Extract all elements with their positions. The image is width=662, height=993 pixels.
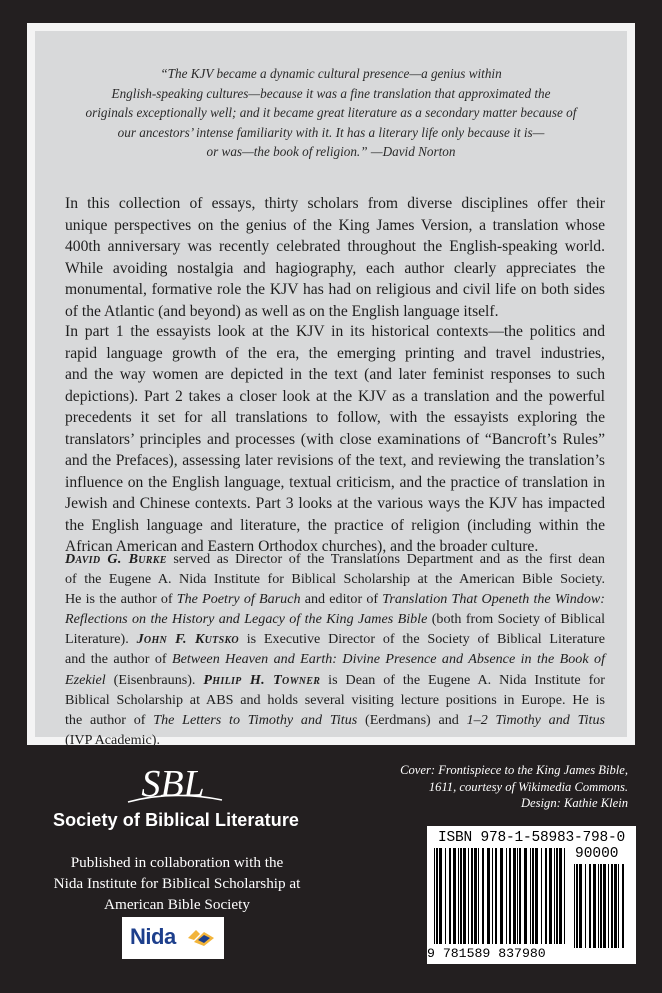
barcode-bar <box>468 848 469 944</box>
book-title: 1–2 Timothy and Titus <box>466 711 605 728</box>
bio-line <box>65 649 605 669</box>
text-line: the English language and literature, the practice of religion (including within the <box>65 516 605 534</box>
text-line: precedents it set for all translations to follow, with the essayists exploring the <box>65 409 605 426</box>
bio-line: (IVP Academic). <box>65 731 160 748</box>
barcode-bar <box>611 864 613 948</box>
text-line: depictions). Part 2 takes a closer look at the KJV as a translation and the powerful <box>65 387 605 405</box>
text-line: While avoiding nostalgia and hagiography, each author clearly appreciates the <box>65 259 605 277</box>
barcode-bar <box>585 864 586 948</box>
bio-text: He is the author of <box>65 591 177 608</box>
bio-text: (Eisenbrauns). <box>105 671 204 688</box>
bio-text: and the author of <box>65 651 172 668</box>
credit-line: 1611, courtesy of Wikimedia Commons. <box>428 779 628 794</box>
barcode-bar <box>436 848 438 944</box>
collaboration-note <box>36 852 318 915</box>
barcode-bar <box>445 848 446 944</box>
quote-line: originals exceptionally well; and it became great literature as a secondary matter because of <box>85 105 577 120</box>
barcode-bar <box>530 848 531 944</box>
bio-line <box>65 670 605 690</box>
barcode-bar <box>600 864 602 948</box>
barcode-bar <box>439 848 442 944</box>
barcode-bar <box>618 864 619 948</box>
bio-line <box>65 549 605 569</box>
book-title: Translation That Openeth the Window: <box>382 591 605 608</box>
collab-line: American Bible Society <box>104 896 250 913</box>
quote-line: English-speaking cultures—because it was a fine translation that approximated the <box>111 85 551 101</box>
barcode-bar <box>434 848 435 944</box>
back-cover-text-panel <box>35 31 627 748</box>
nida-logo <box>122 917 224 959</box>
bio-line <box>65 629 605 649</box>
editor-bios <box>65 549 605 750</box>
bio-line <box>65 609 605 629</box>
text-line: of the Atlantic (and beyond) as well as on the English language itself. <box>65 302 499 320</box>
barcode-bar <box>500 848 503 944</box>
bio-line <box>65 589 605 609</box>
barcode-bar <box>478 848 479 944</box>
bio-text: is Dean of the Eugene A. Nida Institute for <box>320 671 605 688</box>
text-line: influence on the English language, textual criticism, and the practice of translation in <box>65 473 605 491</box>
text-line: monumental, formative role the KJV has had on religious and civil life on both sides <box>65 281 605 298</box>
barcode-bar <box>532 848 534 944</box>
text-line: rapid language growth of the era, the emerging printing and travel industries, <box>65 344 605 362</box>
barcode-bar <box>576 864 578 948</box>
sbl-logo-text: SBL <box>141 763 205 805</box>
barcode-bar <box>622 864 624 948</box>
barcode-bar <box>535 848 538 944</box>
barcode-bar <box>453 848 456 944</box>
barcode-bar <box>517 848 518 944</box>
barcode-bar <box>495 848 497 944</box>
editor-name-kutsko: John F. Kutsko <box>136 631 239 648</box>
text-line: Jewish and Chinese contexts. Part 3 looks at the various ways the KJV has impacted <box>65 495 605 512</box>
barcode-bar <box>564 848 565 944</box>
cover-credit <box>378 762 628 812</box>
barcode-bar <box>524 848 527 944</box>
book-title: The Poetry of Baruch <box>176 591 301 608</box>
barcode-bar <box>589 864 591 948</box>
ean-barcode-bars <box>433 848 567 948</box>
editor-name-burke: David G. Burke <box>65 551 167 567</box>
nida-mark-icon <box>186 928 216 948</box>
barcode-bar <box>482 848 484 944</box>
epigraph-quote <box>35 64 627 162</box>
text-line: African American and Eastern Orthodox churches), and the broader culture. <box>65 538 539 555</box>
bio-text: (both from Society of Biblical <box>427 611 605 628</box>
barcode-bar <box>471 848 473 944</box>
bio-text: (Eerdmans) and <box>357 711 467 728</box>
barcode-bar <box>545 848 547 944</box>
barcode-bar <box>509 848 511 944</box>
barcode-bar <box>449 848 451 944</box>
credit-line: Design: Kathie Klein <box>520 796 628 810</box>
collab-line: Published in collaboration with the <box>70 854 284 871</box>
barcode-bar <box>463 848 466 944</box>
barcode-bar <box>541 848 542 944</box>
bio-line: Biblical Scholarship at ABS and holds several visiting lecture positions in Europe. He is <box>65 691 605 708</box>
barcode-bar <box>598 864 599 948</box>
text-line: translators’ principles and processes (with close examinations of “Bancroft’s Rules” <box>65 430 605 448</box>
text-line: In part 1 the essayists look at the KJV in its historical contexts—the politics and <box>65 323 605 340</box>
barcode-bar <box>603 864 606 948</box>
barcode-bar <box>593 864 596 948</box>
barcode-bar <box>519 848 521 944</box>
barcode-bar <box>458 848 459 944</box>
barcode-bar <box>554 848 555 944</box>
quote-line: or was—the book of religion.” —David Norton <box>206 144 456 159</box>
bio-text: the author of <box>65 711 154 728</box>
bio-text: and editor of <box>300 591 383 608</box>
text-line: and the Prefaces), assessing later revisions of the text, and reviewing the translation’s <box>65 452 605 469</box>
barcode-bar <box>574 864 575 948</box>
publisher-name: Society of Biblical Literature <box>52 810 300 830</box>
barcode-bar <box>513 848 516 944</box>
quote-line: “The KJV became a dynamic cultural presence—a genius within <box>160 66 502 81</box>
text-line: and the way women are depicted in the text (and later feminist responses to such <box>65 366 605 383</box>
editor-name-towner: Philip H. Towner <box>203 671 321 688</box>
sbl-logo <box>118 760 228 808</box>
ean-number: 9 781589 837980 <box>427 946 546 961</box>
quote-line: our ancestors’ intense familiarity with it. It has a literary life only because it is— <box>117 124 545 140</box>
description-paragraph-2 <box>65 321 605 558</box>
barcode-bar <box>559 848 562 944</box>
text-line: 400th anniversary was recently celebrated throughout the English-speaking world. <box>65 238 605 255</box>
book-title: Ezekiel <box>65 671 106 688</box>
bio-line: of the Eugene A. Nida Institute for Biblical Scholarship at the American Bible Society. <box>65 571 605 588</box>
collab-line: Nida Institute for Biblical Scholarship at <box>53 875 301 892</box>
bio-line <box>65 710 605 730</box>
barcode-bar <box>487 848 490 944</box>
bio-text: served as Director of the Translations Department and as the first dean <box>166 551 605 567</box>
nida-logo-text: Nida <box>130 924 176 949</box>
description-paragraph-1 <box>65 193 605 322</box>
book-title: Reflections on the History and Legacy of the King James Bible <box>65 611 428 628</box>
text-line: unique perspectives on the genius of the King James Version, a translation whose <box>65 216 605 234</box>
barcode-bar <box>614 864 617 948</box>
barcode-bar <box>608 864 609 948</box>
price-addon-number: 90000 <box>575 846 619 862</box>
barcode-bar <box>549 848 552 944</box>
bio-text: is Executive Director of the Society of Biblical Literature <box>238 631 605 648</box>
book-title: The Letters to Timothy and Titus <box>153 711 358 728</box>
book-title: Between Heaven and Earth: Divine Presence and Absence in the Book of <box>172 651 605 668</box>
isbn-barcode <box>427 826 636 964</box>
isbn-text: ISBN 978-1-58983-798-0 <box>438 830 626 846</box>
barcode-bar <box>506 848 507 944</box>
barcode-bar <box>556 848 558 944</box>
text-line: In this collection of essays, thirty scholars from diverse disciplines offer their <box>65 195 605 212</box>
barcode-bar <box>492 848 493 944</box>
addon-barcode-bars <box>573 864 629 948</box>
barcode-bar <box>579 864 582 948</box>
barcode-bar <box>460 848 462 944</box>
credit-line: Cover: Frontispiece to the King James Bible, <box>400 763 628 777</box>
bio-text: Literature). <box>65 631 137 648</box>
barcode-bar <box>474 848 477 944</box>
